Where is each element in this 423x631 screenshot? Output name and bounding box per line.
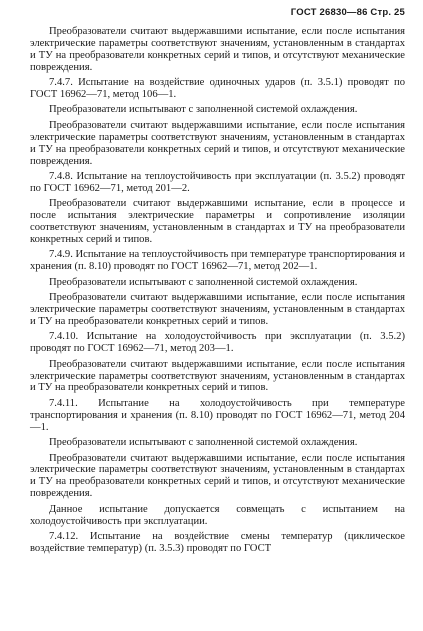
paragraph: 7.4.12. Испытание на воздействие смены температур (циклическое воздействие температур) (п. 3.5.3) проводят по ГОСТ xyxy=(30,530,405,554)
paragraph: Преобразователи считают выдержавшими испытание, если после испытания электрические параметры соответствуют значениям, установленным в стандартах и ТУ на преобразователи конкретных серий и типов, и отсутствуют механические повреждения. xyxy=(30,452,405,500)
paragraph: Преобразователи считают выдержавшими испытание, если в процессе и после испытания электрические параметры и сопротивление изоляции соответствуют значениям, установленным в стандартах и ТУ на преобразователи конкретных серий и типов. xyxy=(30,198,405,245)
paragraph: 7.4.7. Испытание на воздействие одиночных ударов (п. 3.5.1) проводят по ГОСТ 16962—71, метод 106—1. xyxy=(30,77,405,101)
paragraph: Преобразователи испытывают с заполненной системой охлаждения. xyxy=(49,104,358,116)
paragraph: Преобразователи считают выдержавшими испытание, если после испытания электрические параметры соответствуют значениям, установленным в стандартах и ТУ на преобразователи конкретных серий и типов. xyxy=(30,292,405,327)
paragraph: 7.4.8. Испытание на теплоустойчивость при эксплуатации (п. 3.5.2) проводят по ГОСТ 16962—71, метод 201—2. xyxy=(30,170,405,194)
document-body xyxy=(30,26,405,555)
paragraph: Данное испытание допускается совмещать с испытанием на холодоустойчивость при эксплуатации. xyxy=(30,503,405,527)
paragraph: Преобразователи испытывают с заполненной системой охлаждения. xyxy=(49,276,358,288)
paragraph: Преобразователи считают выдержавшими испытание, если после испытания электрические параметры соответствуют значениям, установленным в стандартах и ТУ на преобразователи конкретных серий и типов, и отсутствуют механические повреждения. xyxy=(30,26,405,73)
page-header: ГОСТ 26830—86 Стр. 25 xyxy=(290,7,405,18)
paragraph: Преобразователи считают выдержавшими испытание, если после испытания электрические параметры соответствуют значениям, установленным в стандартах и ТУ на преобразователи конкретных серий и типов, и отсутствуют механические повреждения. xyxy=(30,119,405,167)
paragraph: 7.4.9. Испытание на теплоустойчивость при температуре транспортирования и хранения (п. 8.10) проводят по ГОСТ 16962—71, метод 202—1. xyxy=(30,249,405,273)
paragraph: Преобразователи считают выдержавшими испытание, если после испытания электрические параметры соответствуют значениям, установленным в стандартах и ТУ на преобразователи конкретных серий и типов. xyxy=(30,358,405,394)
paragraph: 7.4.11. Испытание на холодоустойчивость при температуре транспортирования и хранения (п. 8.10) проводят по ГОСТ 16962—71, метод 204—1. xyxy=(30,397,405,433)
paragraph: 7.4.10. Испытание на холодоустойчивость при эксплуатации (п. 3.5.2) проводят по ГОСТ 16962—71, метод 203—1. xyxy=(30,331,405,355)
paragraph: Преобразователи испытывают с заполненной системой охлаждения. xyxy=(49,437,358,449)
